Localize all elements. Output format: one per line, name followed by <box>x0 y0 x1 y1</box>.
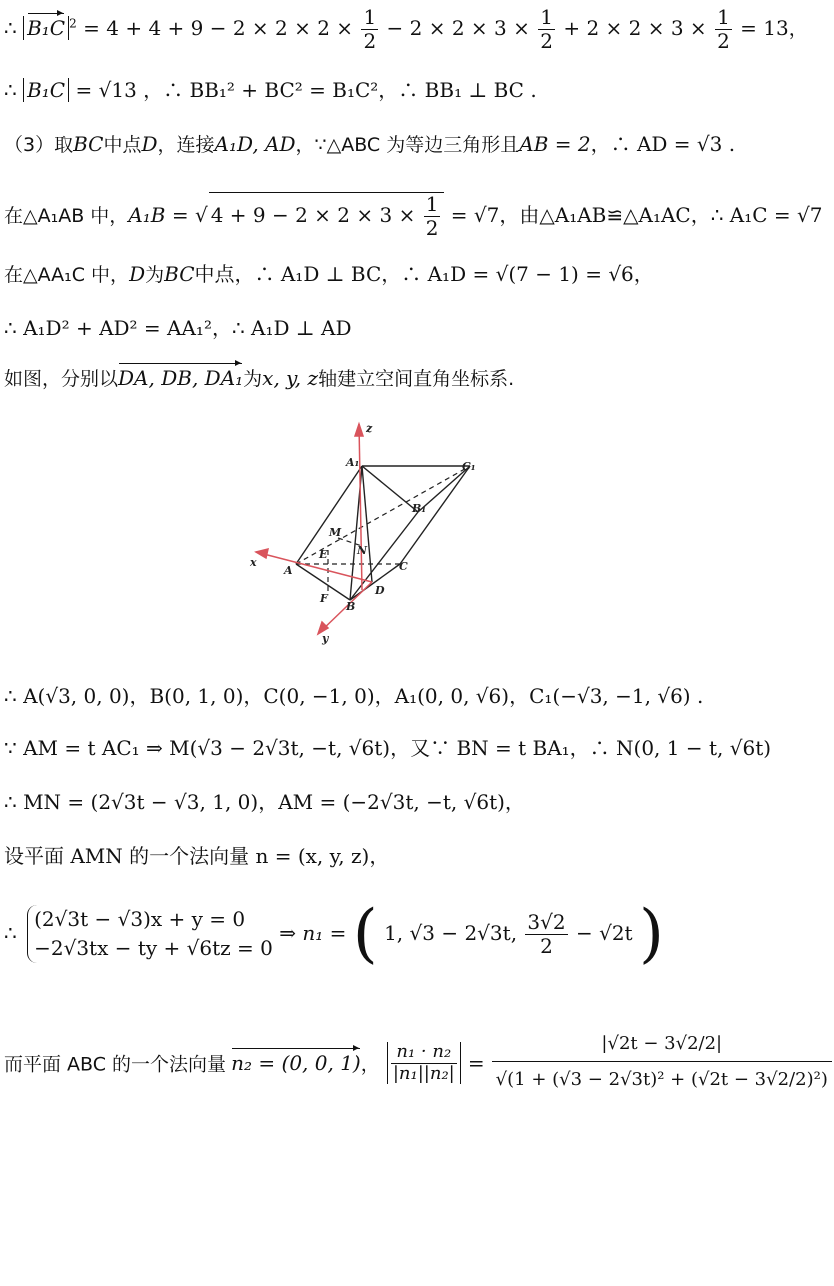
cosine-result-fraction <box>492 1028 832 1098</box>
vector-part: − √2t <box>575 920 633 945</box>
cos-den: |n₁||n₂| <box>392 1062 455 1084</box>
label-c1: C₁ <box>462 460 476 473</box>
eq-line-11 <box>4 844 389 868</box>
therefore-symbol: ∴ <box>4 78 17 102</box>
frac-num: 1 <box>425 192 439 216</box>
frac-den: 2 <box>540 933 553 958</box>
eq-line-6 <box>4 316 352 340</box>
frac-den: 2 <box>540 29 553 53</box>
z-axis-arrow-icon <box>355 424 363 436</box>
expr-part: = √7 <box>450 203 500 227</box>
eq-line-1 <box>4 6 808 53</box>
label-a: A <box>284 564 293 577</box>
math: A₁B = <box>128 203 189 227</box>
eq-line-9 <box>4 736 771 760</box>
therefore-symbol: ∴ <box>4 16 17 40</box>
frac-num: 1 <box>717 5 730 29</box>
eq-line-cosine <box>4 1028 834 1098</box>
math: AB = 2 <box>519 132 591 156</box>
label-m: M <box>329 526 342 539</box>
eq-line-3 <box>4 132 735 157</box>
b1c-label: B₁C <box>27 78 66 102</box>
vector-part: 1, √3 − 2√3t, <box>384 920 518 945</box>
normal-n1: n₁ = <box>302 920 347 945</box>
radical-body <box>209 192 445 240</box>
label-e: E <box>319 548 328 561</box>
label-f: F <box>320 592 328 605</box>
therefore-symbol: ∴ <box>4 920 17 945</box>
expr-part: − 2 × 2 × 3 × <box>386 16 530 40</box>
expr-part: ，∴ BB₁² + BC² = B₁C²，∴ BB₁ ⊥ BC . <box>143 78 537 102</box>
text: 如图，分别以 <box>4 368 119 390</box>
label-z: z <box>366 422 373 435</box>
frac-den: 2 <box>425 216 439 240</box>
frac-num: 1 <box>540 5 553 29</box>
eq-line-system <box>4 896 664 973</box>
implies-arrow: ⇒ <box>279 920 297 945</box>
result-num: |√2t − 3√2/2| <box>492 1028 832 1062</box>
label-c: C <box>399 560 408 573</box>
expr-part: + 2 × 2 × 3 × <box>563 16 707 40</box>
text: ，连接 <box>157 134 215 156</box>
system-row-2: −2√3tx − ty + √6tz = 0 <box>34 936 273 961</box>
math: A₁D, AD <box>214 132 296 156</box>
z-axis <box>359 424 362 590</box>
math: D <box>141 132 158 156</box>
axes: x, y, z <box>262 366 319 390</box>
fraction-half <box>361 6 378 53</box>
coords-text: ∴ A(√3, 0, 0)，B(0, 1, 0)，C(0, −1, 0)，A₁(0, 0, √6)，C₁(−√3, −1, √6) . <box>4 684 704 708</box>
coords-text: ∵ AM = t AC₁ ⇒ M(√3 − 2√3t, −t, √6t)，又∵ BN = t BA₁，∴ N(0, 1 − t, √6t) <box>4 736 772 760</box>
expr-part: = √13 <box>75 78 137 102</box>
vector-b1c-abs <box>23 16 69 40</box>
text: 轴建立空间直角坐标系. <box>318 368 515 390</box>
expr-part: ∴ A₁D² + AD² = AA₁²，∴ A₁D ⊥ AD <box>4 316 352 340</box>
cos-num: n₁ · n₂ <box>391 1042 457 1064</box>
label-a1: A₁ <box>346 456 360 469</box>
math: ，∴ AD = √3 . <box>590 132 736 156</box>
edge-a1-b1 <box>362 466 418 512</box>
paren-left: ( <box>352 897 378 971</box>
comma: ， <box>788 18 808 40</box>
fraction-half <box>715 6 732 53</box>
eq-line-4 <box>4 192 823 240</box>
edge-a1-a <box>296 466 362 564</box>
eq-line-10 <box>4 790 525 814</box>
math: BC <box>73 132 104 156</box>
fraction-half <box>538 6 555 53</box>
equation-system <box>27 905 273 963</box>
expr-part: 4 + 9 − 2 × 2 × 3 × <box>210 203 416 227</box>
text: 而平面 ABC 的一个法向量 <box>4 1053 227 1076</box>
frac-den: 2 <box>363 29 377 53</box>
frac-num: 3√2 <box>527 909 566 934</box>
cosine-abs <box>387 1042 461 1084</box>
label-y: y <box>322 632 329 645</box>
label-b1: B₁ <box>412 502 427 515</box>
math: D <box>129 262 146 286</box>
prism-figure <box>246 414 476 646</box>
edge-c1-c <box>400 466 470 564</box>
result-den: √(1 + (√3 − 2√3t)² + (√2t − 3√2/2)²) <box>495 1068 828 1090</box>
equals: = <box>467 1051 485 1076</box>
vectors: DA, DB, DA₁ <box>118 366 244 390</box>
expr-part: 中点，∴ A₁D ⊥ BC，∴ A₁D = √(7 − 1) = √6， <box>194 262 654 286</box>
text: 中点 <box>103 134 142 156</box>
radical-sign: √ <box>194 203 208 227</box>
expr-result: = 13 <box>740 16 789 40</box>
label-b: B <box>346 600 356 613</box>
coords-text: ∴ MN = (2√3t − √3, 1, 0)，AM = (−2√3t, −t, √6t)， <box>4 790 525 814</box>
paren-right: ) <box>638 897 664 971</box>
expr-part: ，由△A₁AB≌△A₁AC，∴ A₁C = √7 <box>499 203 823 227</box>
text: 为 <box>145 264 165 286</box>
eq-line-8 <box>4 684 703 708</box>
label-n: N <box>357 544 368 557</box>
fraction-3root2-over-2 <box>525 911 567 958</box>
x-axis <box>256 552 372 582</box>
text: 在△A₁AB 中， <box>4 205 129 227</box>
frac-den: 2 <box>717 29 730 53</box>
normal-n2: n₂ = (0, 0, 1) <box>231 1051 361 1076</box>
eq-line-7 <box>4 366 514 391</box>
label-d: D <box>375 584 385 597</box>
fraction-half <box>424 193 441 240</box>
exponent: 2 <box>69 16 77 31</box>
comma: ， <box>360 1053 380 1076</box>
x-axis-arrow-icon <box>256 549 268 558</box>
system-row-1: (2√3t − √3)x + y = 0 <box>34 907 246 932</box>
math: BC <box>164 262 195 286</box>
frac-num: 1 <box>363 5 377 29</box>
eq-line-5 <box>4 262 654 287</box>
text: 在△AA₁C 中， <box>4 264 130 286</box>
text: （3）取 <box>4 134 74 156</box>
expr-part: = 4 + 4 + 9 − 2 × 2 × 2 × <box>83 16 354 40</box>
text: 为 <box>243 368 263 390</box>
text: ，∵△ABC 为等边三角形且 <box>295 134 520 156</box>
coords-text: 设平面 AMN 的一个法向量 n = (x, y, z)， <box>4 844 390 868</box>
vector-b1c: B₁C <box>27 16 66 40</box>
eq-line-2 <box>4 78 537 102</box>
label-x: x <box>250 556 257 569</box>
vector-b1c-abs <box>23 78 69 102</box>
